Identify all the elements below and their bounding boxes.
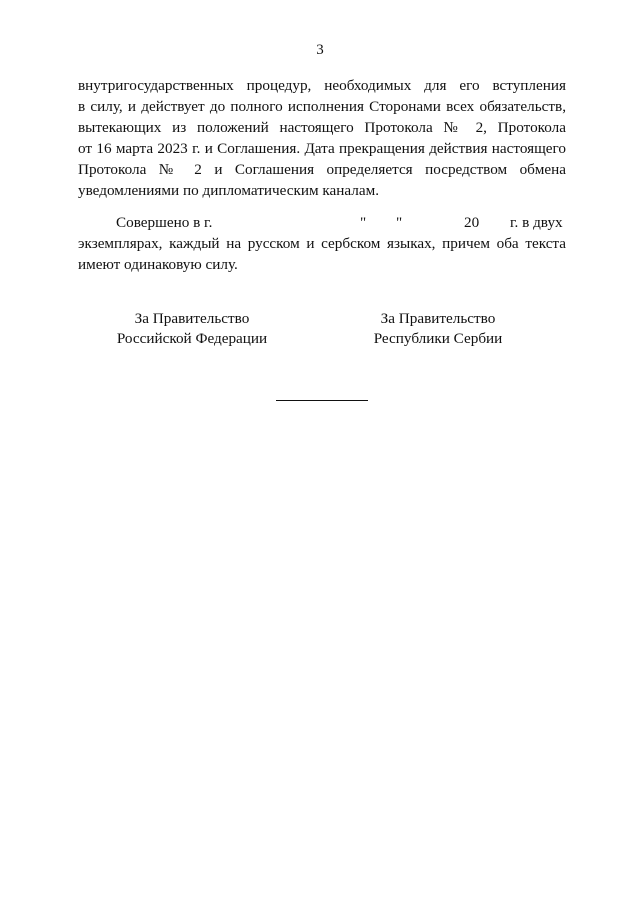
signature-block-russia — [72, 309, 312, 349]
text-line: Протокола № 2 и Соглашения определяется посредством обмена — [78, 161, 566, 178]
signature-line: Российской Федерации — [116, 330, 268, 347]
year-suffix: г. в двух — [510, 214, 563, 231]
text-line: имеют одинаковую силу. — [78, 256, 238, 273]
text-line: от 16 марта 2023 г. и Соглашения. Дата прекращения действия настоящего — [78, 140, 566, 157]
signature-line: Республики Сербии — [373, 330, 503, 347]
date-quote-open: " — [360, 214, 367, 231]
year-prefix: 20 — [464, 214, 480, 231]
text-line: вытекающих из положений настоящего Протокола № 2, Протокола — [78, 119, 566, 136]
page-number: 3 — [316, 42, 324, 58]
paragraph-validity-terms — [78, 75, 566, 201]
text-line: в силу, и действует до полного исполнения Сторонами всех обязательств, — [78, 98, 566, 115]
done-at-line — [78, 212, 566, 233]
paragraph-done-at — [78, 212, 566, 275]
text-line: внутригосударственных процедур, необходимых для его вступления — [78, 77, 566, 94]
end-of-document-rule — [276, 400, 368, 401]
date-quote-close: " — [396, 214, 403, 231]
signature-line: За Правительство — [134, 310, 250, 327]
done-at-label: Совершено в г. — [116, 214, 213, 231]
signature-block-serbia — [318, 309, 558, 349]
signature-line: За Правительство — [380, 310, 496, 327]
text-line: уведомлениями по дипломатическим каналам. — [78, 182, 379, 199]
text-line: экземплярах, каждый на русском и сербском языках, причем оба текста — [78, 235, 566, 252]
